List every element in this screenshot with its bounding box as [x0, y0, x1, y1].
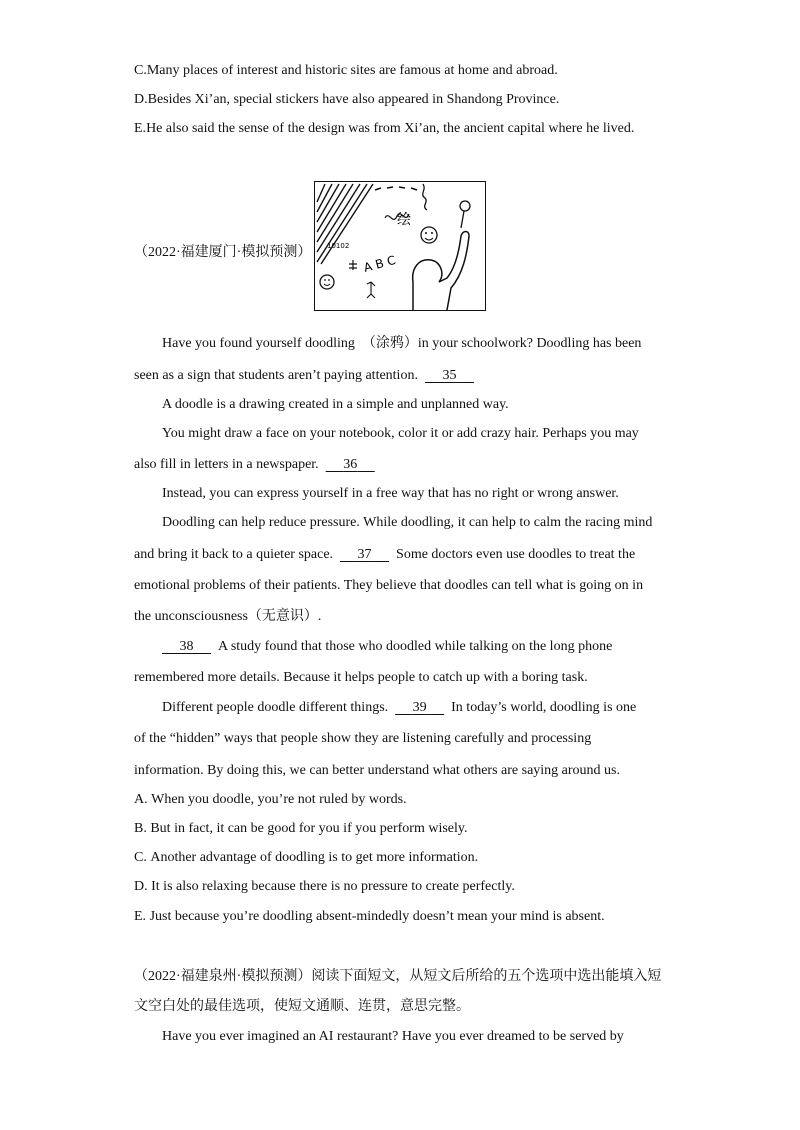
p7-line-1: Different people doodle different things. 39 In today’s world, doodling is one — [162, 698, 636, 718]
p1-line-2: seen as a sign that students aren’t paying attention. 35 — [134, 366, 474, 386]
option-b: B. But in fact, it can be good for you if you perform wisely. — [134, 821, 468, 836]
doodle-chars: 绘 — [397, 212, 411, 228]
p5-line-3: emotional problems of their patients. They believe that doodles can tell what is going on in — [134, 578, 644, 593]
passage2-p1-line-1: Have you ever imagined an AI restaurant? Have you ever dreamed to be served by — [162, 1029, 624, 1044]
p4-line-1: Instead, you can express yourself in a free way that has no right or wrong answer. — [162, 486, 619, 501]
doodle-numbers: 10102 — [327, 242, 350, 250]
doodle-letters: A B C — [362, 252, 398, 275]
p7-line-2: of the “hidden” ways that people show they are listening carefully and processing — [134, 731, 592, 746]
option-e-top: E.He also said the sense of the design was from Xi’an, the ancient capital where he lived. — [134, 121, 635, 136]
blank-36: 36 — [343, 457, 358, 472]
p1-line-1: Have you found yourself doodling （涂鸦）in your schoolwork? Doodling has been — [162, 336, 642, 351]
blank-37: 37 — [357, 547, 372, 562]
option-c-top: C.Many places of interest and historic sites are famous at home and abroad. — [134, 63, 558, 78]
p6-line-1: 38 A study found that those who doodled while talking on the long phone — [162, 637, 612, 657]
option-c: C. Another advantage of doodling is to get more information. — [134, 850, 479, 865]
option-d-top: D.Besides Xi’an, special stickers have also appeared in Shandong Province. — [134, 92, 560, 107]
p5-line-4: the unconsciousness（无意识）. — [134, 609, 322, 624]
passage2-intro-2: 文空白处的最佳选项，使短文通顺、连贯，意思完整。 — [134, 999, 470, 1014]
p5-line-1: Doodling can help reduce pressure. While doodling, it can help to calm the racing mind — [162, 515, 653, 530]
option-a: A. When you doodle, you’re not ruled by words. — [134, 792, 407, 807]
doodle-illustration — [314, 181, 486, 311]
p3-line-2: also fill in letters in a newspaper. 36 — [134, 455, 375, 475]
p5-line-2: and bring it back to a quieter space. 37 Some doctors even use doodles to treat the — [134, 545, 635, 565]
passage2-intro-1: （2022·福建泉州·模拟预测）阅读下面短文，从短文后所给的五个选项中选出能填入短 — [134, 969, 662, 984]
blank-38: 38 — [179, 639, 194, 654]
option-e: E. Just because you’re doodling absent-mindedly doesn’t mean your mind is absent. — [134, 909, 605, 924]
p3-line-1: You might draw a face on your notebook, color it or add crazy hair. Perhaps you may — [162, 426, 639, 441]
p2-line-1: A doodle is a drawing created in a simple and unplanned way. — [162, 397, 509, 412]
passage1-source: （2022·福建厦门·模拟预测） — [134, 245, 312, 260]
blank-35: 35 — [442, 368, 457, 383]
option-d: D. It is also relaxing because there is no pressure to create perfectly. — [134, 879, 515, 894]
p6-line-2: remembered more details. Because it helps people to catch up with a boring task. — [134, 670, 588, 685]
p7-line-3: information. By doing this, we can better understand what others are saying around us. — [134, 763, 620, 778]
doodle-drawing — [315, 182, 485, 310]
blank-39: 39 — [412, 700, 427, 715]
